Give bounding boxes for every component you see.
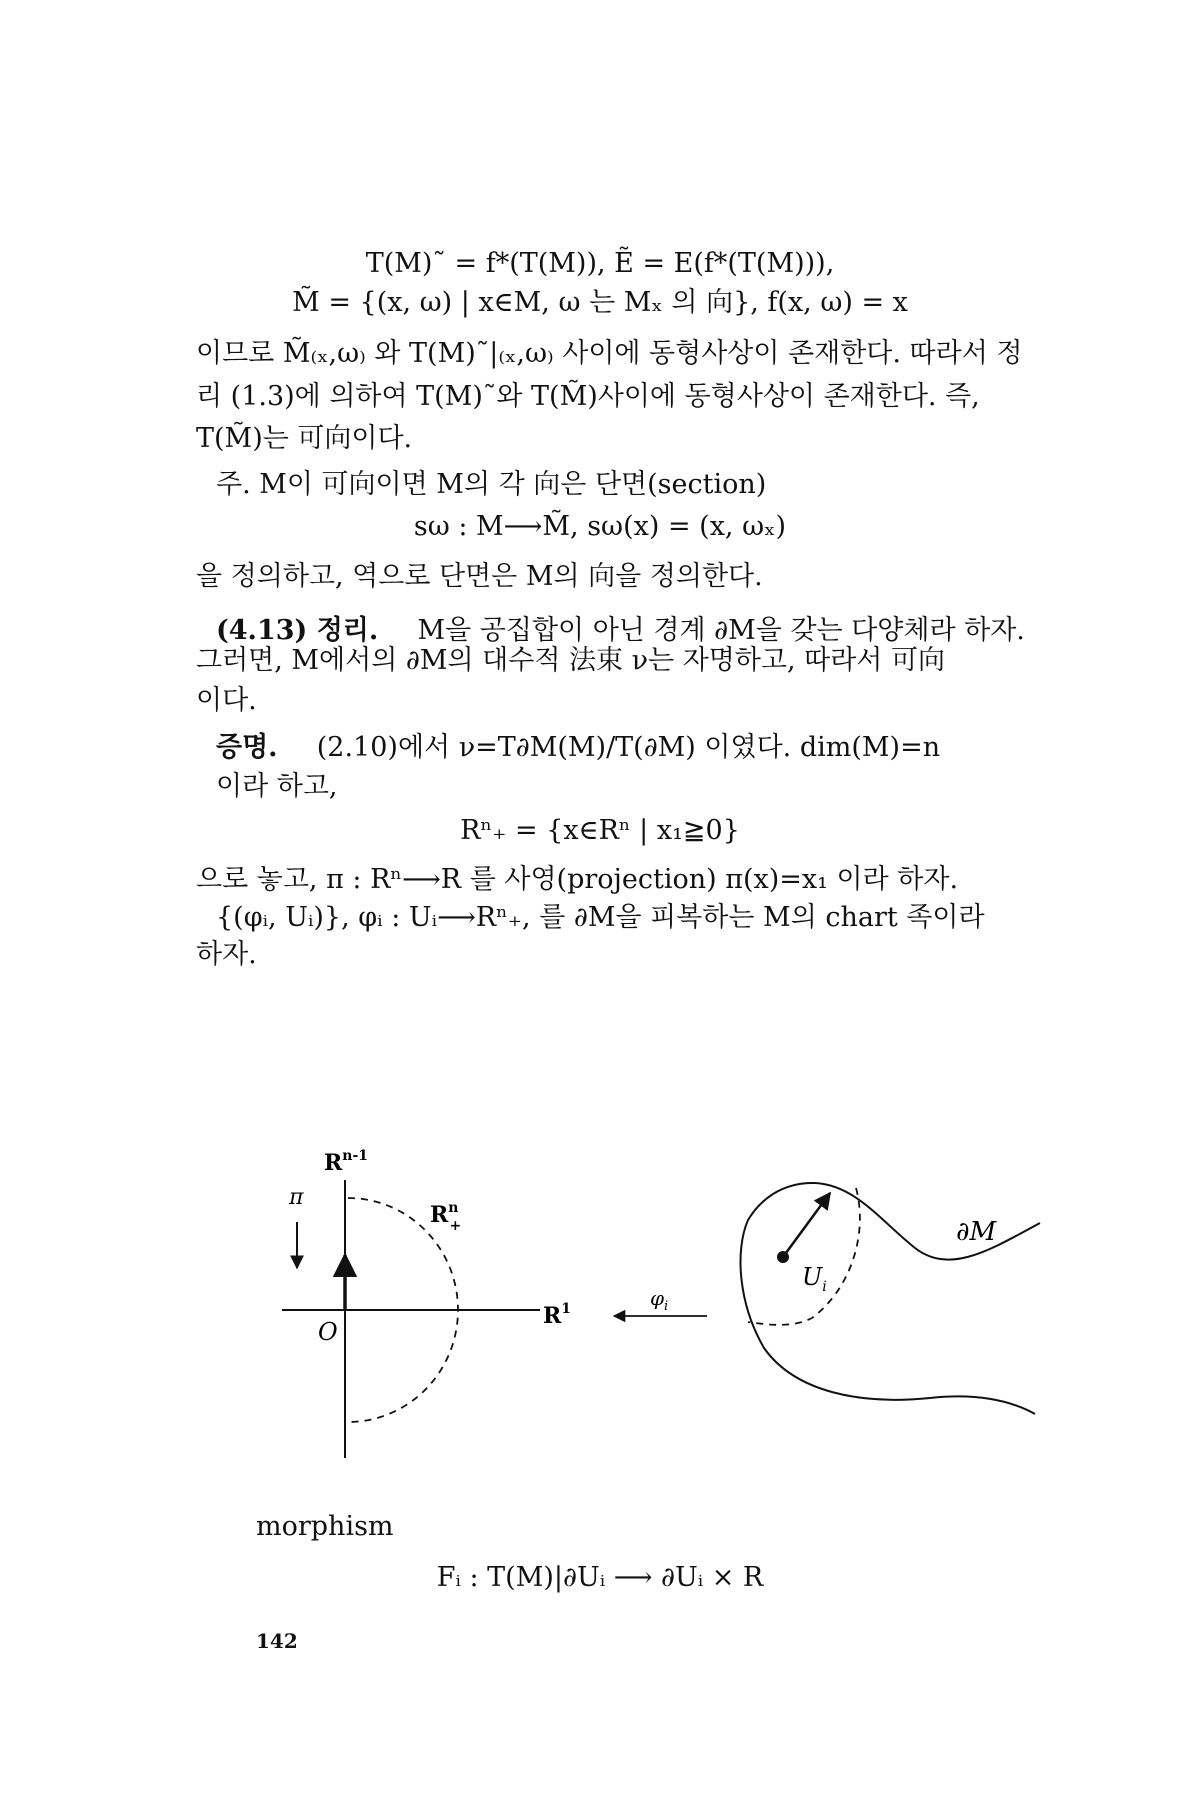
label-phi: $\varphi_i$ — [650, 1286, 669, 1314]
label-dm: ∂M — [956, 1217, 997, 1247]
theorem-number: (4.13) 정리. — [216, 615, 379, 646]
halfspace-formula: Rⁿ₊ = {x∈Rⁿ | x₁≧0} — [460, 815, 740, 846]
closing-word: morphism — [256, 1511, 394, 1542]
label-rn1: $R^{n-1}$ — [324, 1148, 369, 1176]
proof-line5: 하자. — [196, 939, 257, 970]
page-number: 142 — [256, 1629, 298, 1653]
theorem-line3: 이다. — [196, 685, 257, 716]
boundary-curve-dm — [740, 1183, 1040, 1414]
label-rn-plus: $R^n$ + — [430, 1200, 462, 1234]
label-r1: $R^1$ — [543, 1301, 572, 1329]
note-formula: sω : M⟶M̃, sω(x) = (x, ωₓ) — [413, 511, 787, 542]
proof-line3: 으로 놓고, π : Rⁿ⟶R 를 사영(projection) π(x)=x₁ 이라 하자. — [196, 864, 959, 895]
chart-neighborhood-ui — [748, 1188, 860, 1325]
closing-formula: Fᵢ : T(M)|∂Uᵢ ⟶ ∂Uᵢ × R — [436, 1562, 764, 1593]
outward-normal-vector — [783, 1193, 830, 1257]
proof-line4: {(φᵢ, Uᵢ)}, φᵢ : Uᵢ⟶Rⁿ₊, 를 ∂M을 피복하는 M의 chart 족이라 — [216, 902, 985, 933]
label-origin: O — [318, 1318, 338, 1346]
equation-orientation-cover: M̃ = {(x, ω) | x∈M, ω 는 Mₓ 의 向}, f(x, ω) = x — [292, 287, 908, 318]
half-ball-boundary — [348, 1198, 458, 1422]
theorem-line2: 그러면, M에서의 ∂M의 대수적 法束 ν는 자명하고, 따라서 可向 — [196, 645, 945, 676]
label-pi: π — [289, 1185, 304, 1210]
equation-tangent-pullback: T(M)˜ = f*(T(M)), Ẽ = E(f*(T(M))), — [365, 248, 835, 279]
paragraph1-line3: T(M̃)는 可向이다. — [196, 423, 413, 454]
proof-line2: 이라 하고, — [216, 771, 338, 802]
paragraph1-line2: 리 (1.3)에 의하여 T(M)˜와 T(M̃)사이에 동형사상이 존재한다. 즉, — [196, 381, 980, 412]
paragraph1-line1: 이므로 M̃₍ₓ,ω₎ 와 T(M)˜|₍ₓ,ω₎ 사이에 동형사상이 존재한다. 따라서 정 — [196, 338, 1023, 369]
boundary-point — [777, 1251, 789, 1263]
theorem-line1: M을 공집합이 아닌 경계 ∂M을 갖는 다양체라 하자. — [417, 615, 1025, 646]
proof-label: 증명. — [216, 732, 278, 763]
proof-line1: (2.10)에서 ν=T∂M(M)/T(∂M) 이였다. dim(M)=n — [316, 732, 941, 763]
note-line2: 을 정의하고, 역으로 단면은 M의 向을 정의한다. — [196, 561, 763, 592]
note-line1: 주. M이 可向이면 M의 각 向은 단면(section) — [216, 469, 767, 500]
label-ui: $U_i$ — [802, 1263, 827, 1295]
